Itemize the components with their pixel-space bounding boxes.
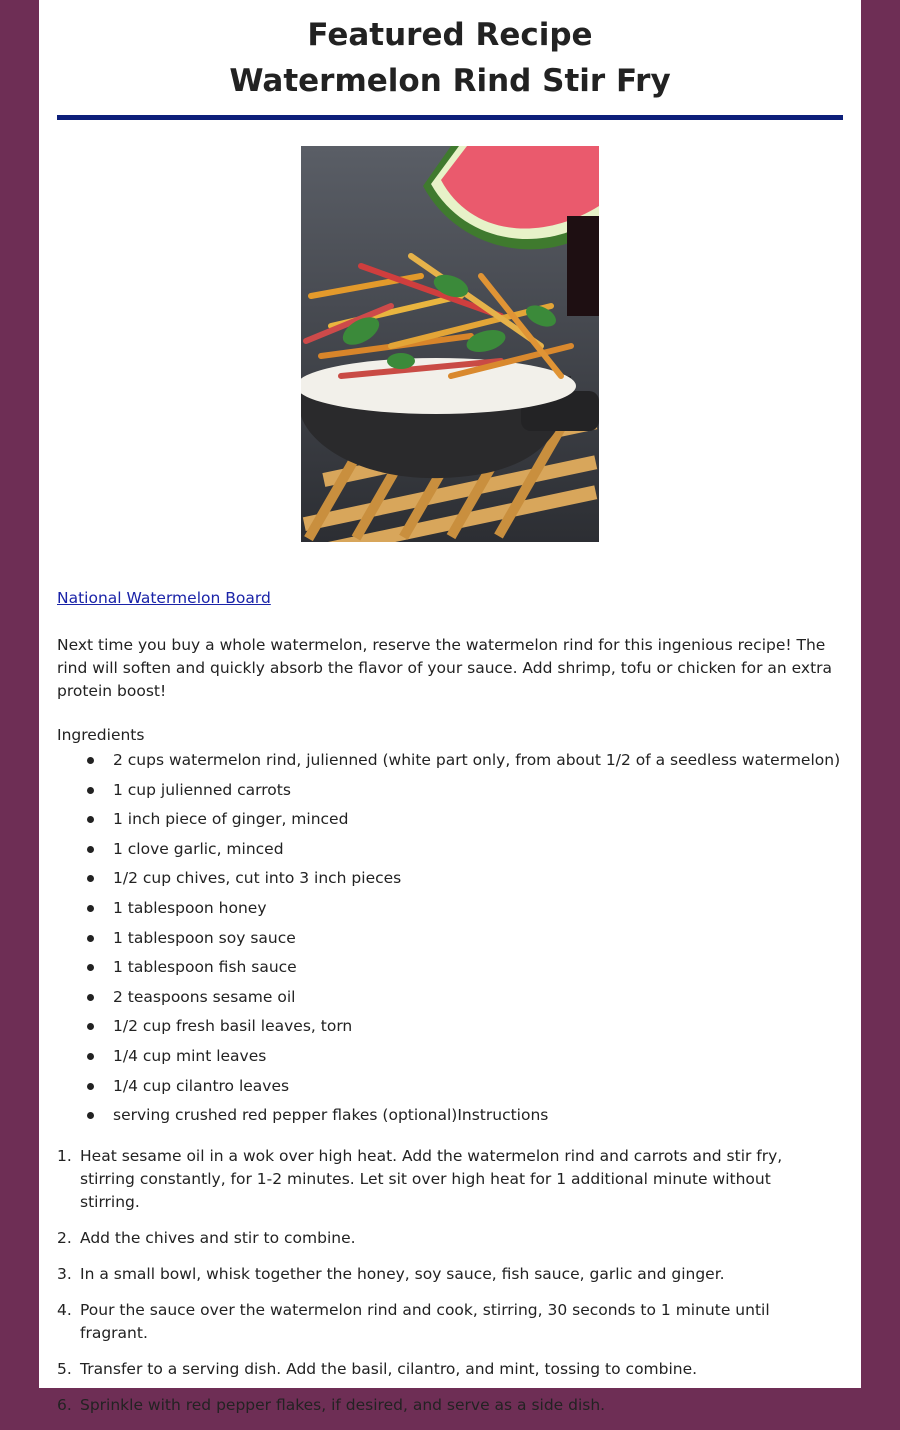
title-line-2: Watermelon Rind Stir Fry [229,63,671,99]
ingredients-list [57,749,847,1134]
instruction-step [57,1263,827,1286]
step-text: Sprinkle with red pepper flakes, if desired, and serve as a side dish. [80,1396,606,1414]
instruction-step [57,1394,827,1417]
recipe-photo [301,146,599,542]
step-text: Pour the sauce over the watermelon rind and cook, stirring, 30 seconds to 1 minute until fragrant. [80,1301,770,1342]
source-link[interactable]: National Watermelon Board [57,589,271,607]
instructions-list [57,1145,827,1430]
step-number: 2. [57,1229,72,1247]
instruction-step [57,1227,827,1250]
recipe-card [39,0,861,1414]
step-text: Transfer to a serving dish. Add the basil, cilantro, and mint, tossing to combine. [80,1360,698,1378]
step-number: 6. [57,1396,72,1414]
instruction-step [57,1358,827,1381]
recipe-intro: Next time you buy a whole watermelon, reserve the watermelon rind for this ingenious recipe! The rind will soften and quickly absorb the flavor of your sauce. Add shrimp, tofu or chicken for an extra protein boost! [57,636,833,700]
step-number: 3. [57,1265,72,1283]
step-text: Heat sesame oil in a wok over high heat. Add the watermelon rind and carrots and stir fry, stirring constantly, for 1-2 minutes. Let sit over high heat for 1 additional minute without stirring. [80,1147,783,1211]
step-number: 5. [57,1360,72,1378]
ingredient-item: 1 inch piece of ginger, minced [57,808,847,838]
ingredient-item: 1/4 cup cilantro leaves [57,1075,847,1105]
ingredient-item: serving crushed red pepper flakes (optional)Instructions [57,1104,847,1134]
ingredient-item: 1/2 cup fresh basil leaves, torn [57,1015,847,1045]
ingredients-heading: Ingredients [57,726,145,744]
ingredient-item: 1 tablespoon fish sauce [57,956,847,986]
ingredient-item: 1 tablespoon soy sauce [57,927,847,957]
ingredient-item: 2 cups watermelon rind, julienned (white part only, from about 1/2 of a seedless watermelon) [57,749,847,779]
ingredient-item: 1 tablespoon honey [57,897,847,927]
ingredient-item: 1/4 cup mint leaves [57,1045,847,1075]
instruction-step [57,1145,827,1214]
title-divider [57,115,843,120]
step-text: In a small bowl, whisk together the honey, soy sauce, fish sauce, garlic and ginger. [80,1265,725,1283]
page-title [39,0,861,104]
ingredient-item: 1 clove garlic, minced [57,838,847,868]
ingredient-item: 2 teaspoons sesame oil [57,986,847,1016]
instruction-step [57,1299,827,1345]
ingredient-item: 1 cup julienned carrots [57,779,847,809]
ingredient-item: 1/2 cup chives, cut into 3 inch pieces [57,867,847,897]
step-number: 4. [57,1301,72,1319]
step-number: 1. [57,1147,72,1165]
recipe-photo-illustration [301,146,599,542]
title-line-1: Featured Recipe [307,17,593,53]
step-text: Add the chives and stir to combine. [80,1229,356,1247]
